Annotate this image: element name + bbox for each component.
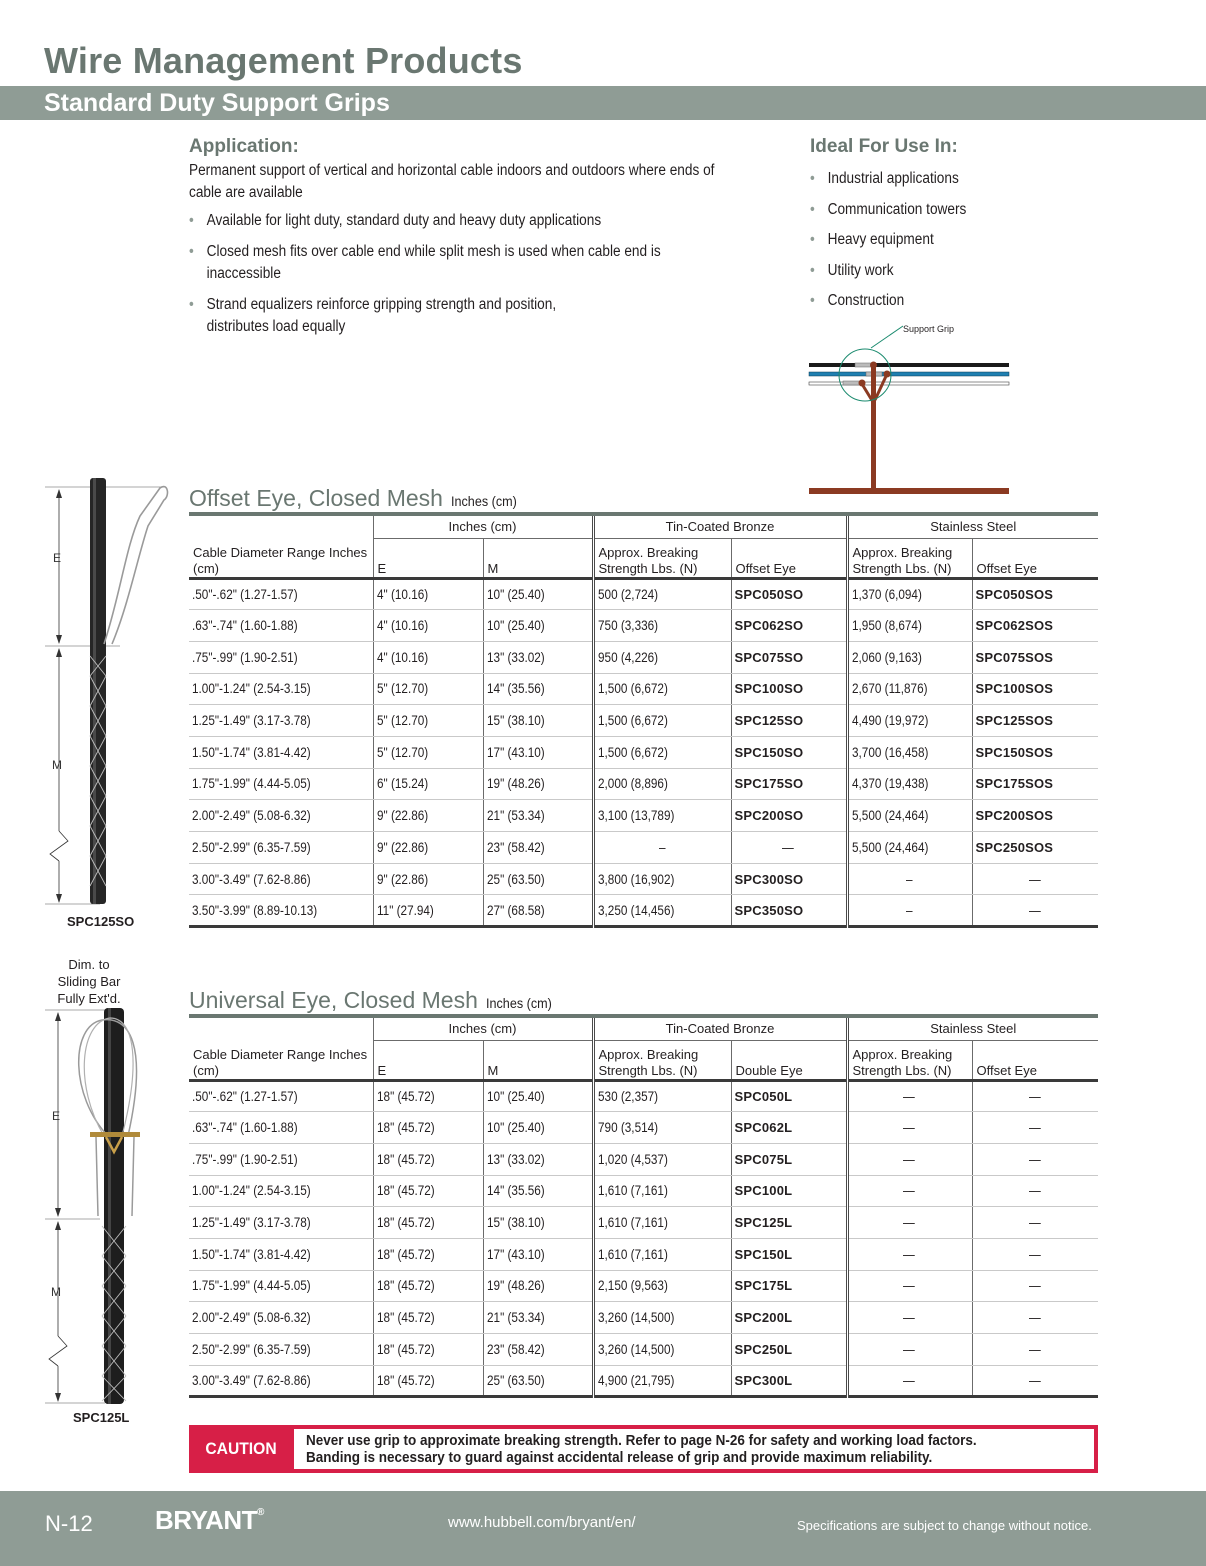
table-cell: 1,500 (6,672) bbox=[593, 736, 731, 768]
ideal-for-item: • Heavy equipment bbox=[810, 229, 966, 251]
table-cell: 9" (22.86) bbox=[373, 863, 483, 895]
table-row bbox=[189, 1334, 1098, 1366]
table-cell: — bbox=[847, 1207, 972, 1239]
group-header-inches: Inches (cm) bbox=[373, 1016, 593, 1040]
table-cell: 790 (3,514) bbox=[593, 1112, 731, 1144]
table-cell: — bbox=[972, 1334, 1098, 1366]
table-row bbox=[189, 1365, 1098, 1397]
table-cell: 18" (45.72) bbox=[373, 1365, 483, 1397]
table-cell: 1,950 (8,674) bbox=[847, 610, 972, 642]
support-grip-label: Support Grip bbox=[903, 324, 955, 334]
table-cell: 14" (35.56) bbox=[483, 673, 593, 705]
ideal-for-heading: Ideal For Use In: bbox=[810, 136, 958, 157]
group-header-blank bbox=[189, 1016, 373, 1040]
offset-figure-label: SPC125SO bbox=[67, 914, 135, 929]
col-header: E bbox=[373, 538, 483, 578]
table-cell: SPC200SO bbox=[731, 800, 847, 832]
table-cell: SPC200L bbox=[731, 1302, 847, 1334]
table-cell: 15" (38.10) bbox=[483, 705, 593, 737]
table-cell: — bbox=[972, 1270, 1098, 1302]
caution-label: CAUTION bbox=[205, 1439, 277, 1458]
table-cell: 1.75"-1.99" (4.44-5.05) bbox=[189, 768, 373, 800]
table-cell: 4,490 (19,972) bbox=[847, 705, 972, 737]
table-cell: 2,150 (9,563) bbox=[593, 1270, 731, 1302]
table-cell: — bbox=[847, 1238, 972, 1270]
table-row bbox=[189, 641, 1098, 673]
table-cell: .50"-.62" (1.27-1.57) bbox=[189, 1080, 373, 1112]
table-cell: — bbox=[847, 1365, 972, 1397]
offset-table-title: Offset Eye, Closed Mesh Inches (cm) bbox=[189, 485, 517, 511]
table-cell: — bbox=[847, 1112, 972, 1144]
table-row bbox=[189, 800, 1098, 832]
table-cell: SPC150SOS bbox=[972, 736, 1098, 768]
table-cell: — bbox=[972, 1080, 1098, 1112]
ideal-for-item: • Utility work bbox=[810, 260, 966, 282]
table-cell: 3.50"-3.99" (8.89-10.13) bbox=[189, 895, 373, 927]
table-cell: 2,060 (9,163) bbox=[847, 641, 972, 673]
table-cell: 2.50"-2.99" (6.35-7.59) bbox=[189, 1334, 373, 1366]
brand-logo: BRYANT® bbox=[155, 1505, 264, 1535]
table-cell: .63"-.74" (1.60-1.88) bbox=[189, 610, 373, 642]
unit-label: Inches (cm) bbox=[450, 493, 517, 509]
table-cell: 23" (58.42) bbox=[483, 1334, 593, 1366]
table-cell: 530 (2,357) bbox=[593, 1080, 731, 1112]
page-subtitle: Standard Duty Support Grips bbox=[44, 89, 390, 117]
ideal-for-item: • Construction bbox=[810, 290, 966, 312]
table-cell: 18" (45.72) bbox=[373, 1175, 483, 1207]
universal-grip-figure bbox=[40, 1006, 180, 1406]
application-heading: Application: bbox=[189, 136, 299, 157]
offset-grip-figure bbox=[40, 476, 180, 908]
disclaimer-text: Specifications are subject to change without notice. bbox=[797, 1518, 1092, 1533]
table-cell: – bbox=[847, 863, 972, 895]
col-header: Approx. Breaking Strength Lbs. (N) bbox=[847, 538, 972, 578]
table-cell: SPC175SO bbox=[731, 768, 847, 800]
table-row bbox=[189, 1175, 1098, 1207]
dim-m-label: M bbox=[52, 758, 62, 772]
table-cell: SPC050SOS bbox=[972, 578, 1098, 610]
table-cell: SPC050L bbox=[731, 1080, 847, 1112]
table-cell: SPC100SO bbox=[731, 673, 847, 705]
col-header: Offset Eye bbox=[972, 538, 1098, 578]
table-cell: 10" (25.40) bbox=[483, 610, 593, 642]
table-row bbox=[189, 832, 1098, 864]
table-cell: 2,670 (11,876) bbox=[847, 673, 972, 705]
table-cell: — bbox=[847, 1080, 972, 1112]
table-cell: 1,610 (7,161) bbox=[593, 1207, 731, 1239]
table-cell: 3,100 (13,789) bbox=[593, 800, 731, 832]
table-cell: SPC125SO bbox=[731, 705, 847, 737]
table-cell: 18" (45.72) bbox=[373, 1112, 483, 1144]
table-cell: SPC250L bbox=[731, 1334, 847, 1366]
table-cell: 4,370 (19,438) bbox=[847, 768, 972, 800]
offset-table-body bbox=[189, 578, 1098, 927]
table-cell: SPC050SO bbox=[731, 578, 847, 610]
table-cell: — bbox=[972, 1207, 1098, 1239]
table-cell: 1.50"-1.74" (3.81-4.42) bbox=[189, 736, 373, 768]
col-header: Offset Eye bbox=[731, 538, 847, 578]
table-cell: SPC175SOS bbox=[972, 768, 1098, 800]
table-cell: 1,610 (7,161) bbox=[593, 1175, 731, 1207]
table-cell: 1,020 (4,537) bbox=[593, 1143, 731, 1175]
table-cell: 750 (3,336) bbox=[593, 610, 731, 642]
ideal-for-list bbox=[810, 168, 966, 321]
table-cell: SPC150L bbox=[731, 1238, 847, 1270]
table-cell: 17" (43.10) bbox=[483, 1238, 593, 1270]
table-row bbox=[189, 895, 1098, 927]
table-cell: — bbox=[972, 863, 1098, 895]
table-cell: 1,500 (6,672) bbox=[593, 705, 731, 737]
table-cell: — bbox=[972, 1365, 1098, 1397]
table-row bbox=[189, 863, 1098, 895]
table-cell: 3.00"-3.49" (7.62-8.86) bbox=[189, 1365, 373, 1397]
table-cell: 5" (12.70) bbox=[373, 705, 483, 737]
col-header: Double Eye bbox=[731, 1040, 847, 1080]
caution-banner bbox=[189, 1425, 1098, 1473]
table-row bbox=[189, 1270, 1098, 1302]
page-title: Wire Management Products bbox=[44, 40, 523, 81]
table-cell: 3,250 (14,456) bbox=[593, 895, 731, 927]
table-cell: — bbox=[972, 1112, 1098, 1144]
col-header: E bbox=[373, 1040, 483, 1080]
table-cell: 3,260 (14,500) bbox=[593, 1302, 731, 1334]
table-cell: 1,500 (6,672) bbox=[593, 673, 731, 705]
table-cell: 10" (25.40) bbox=[483, 1112, 593, 1144]
table-cell: 4" (10.16) bbox=[373, 578, 483, 610]
table-cell: 6" (15.24) bbox=[373, 768, 483, 800]
table-cell: 1,370 (6,094) bbox=[847, 578, 972, 610]
table-cell: 1.50"-1.74" (3.81-4.42) bbox=[189, 1238, 373, 1270]
table-row bbox=[189, 578, 1098, 610]
caution-message-box bbox=[294, 1429, 1094, 1469]
table-cell: 14" (35.56) bbox=[483, 1175, 593, 1207]
table-cell: — bbox=[847, 1143, 972, 1175]
table-cell: 1.25"-1.49" (3.17-3.78) bbox=[189, 705, 373, 737]
table-cell: 4" (10.16) bbox=[373, 610, 483, 642]
dim-e-label: E bbox=[52, 1109, 61, 1123]
table-cell: 18" (45.72) bbox=[373, 1334, 483, 1366]
col-header: M bbox=[483, 538, 593, 578]
caution-line-1: Never use grip to approximate breaking strength. Refer to page N-26 for safety and working load factors. bbox=[306, 1432, 977, 1449]
registered-mark: ® bbox=[256, 1507, 264, 1518]
table-cell: 13" (33.02) bbox=[483, 641, 593, 673]
table-cell: SPC125SOS bbox=[972, 705, 1098, 737]
table-cell: SPC300SO bbox=[731, 863, 847, 895]
table-row bbox=[189, 768, 1098, 800]
table-cell: SPC075SOS bbox=[972, 641, 1098, 673]
table-cell: SPC300L bbox=[731, 1365, 847, 1397]
table-row bbox=[189, 1207, 1098, 1239]
table-cell: .75"-.99" (1.90-2.51) bbox=[189, 1143, 373, 1175]
table-cell: 1.75"-1.99" (4.44-5.05) bbox=[189, 1270, 373, 1302]
offset-eye-table bbox=[189, 512, 1098, 928]
application-bullet: • Closed mesh fits over cable end while split mesh is used when cable end is inaccessible bbox=[189, 241, 664, 285]
table-cell: — bbox=[847, 1302, 972, 1334]
table-cell: SPC150SO bbox=[731, 736, 847, 768]
table-cell: 3.00"-3.49" (7.62-8.86) bbox=[189, 863, 373, 895]
table-cell: 18" (45.72) bbox=[373, 1238, 483, 1270]
table-cell: 10" (25.40) bbox=[483, 578, 593, 610]
table-cell: 19" (48.26) bbox=[483, 768, 593, 800]
table-cell: SPC100SOS bbox=[972, 673, 1098, 705]
pole bbox=[871, 364, 876, 494]
col-header: Approx. Breaking Strength Lbs. (N) bbox=[593, 1040, 731, 1080]
table-cell: .50"-.62" (1.27-1.57) bbox=[189, 578, 373, 610]
sliding-bar-note: Dim. to Sliding Bar Fully Ext'd. bbox=[57, 957, 121, 1006]
table-cell: — bbox=[972, 1238, 1098, 1270]
group-header-bronze: Tin-Coated Bronze bbox=[593, 1016, 847, 1040]
table-row bbox=[189, 705, 1098, 737]
table-cell: SPC062L bbox=[731, 1112, 847, 1144]
table-cell: 3,800 (16,902) bbox=[593, 863, 731, 895]
table-cell: 5,500 (24,464) bbox=[847, 800, 972, 832]
group-header-blank bbox=[189, 514, 373, 538]
table-cell: 3,260 (14,500) bbox=[593, 1334, 731, 1366]
application-description: Permanent support of vertical and horizontal cable indoors and outdoors where ends of cable are available bbox=[189, 162, 715, 201]
table-cell: SPC175L bbox=[731, 1270, 847, 1302]
table-cell: 23" (58.42) bbox=[483, 832, 593, 864]
table-cell: — bbox=[972, 1143, 1098, 1175]
col-header: Approx. Breaking Strength Lbs. (N) bbox=[593, 538, 731, 578]
table-cell: 2.00"-2.49" (5.08-6.32) bbox=[189, 800, 373, 832]
table-cell: SPC350SO bbox=[731, 895, 847, 927]
table-cell: 21" (53.34) bbox=[483, 800, 593, 832]
table-cell: 4,900 (21,795) bbox=[593, 1365, 731, 1397]
col-header: Cable Diameter Range Inches (cm) bbox=[193, 1046, 368, 1078]
table-cell: – bbox=[593, 832, 731, 864]
table-cell: SPC100L bbox=[731, 1175, 847, 1207]
table-cell: 25" (63.50) bbox=[483, 863, 593, 895]
table-cell: 19" (48.26) bbox=[483, 1270, 593, 1302]
table-cell: 2.00"-2.49" (5.08-6.32) bbox=[189, 1302, 373, 1334]
table-cell: 4" (10.16) bbox=[373, 641, 483, 673]
col-header: M bbox=[483, 1040, 593, 1080]
table-cell: — bbox=[847, 1334, 972, 1366]
col-header: Offset Eye bbox=[972, 1040, 1098, 1080]
group-header-steel: Stainless Steel bbox=[847, 1016, 1098, 1040]
website-link[interactable]: www.hubbell.com/bryant/en/ bbox=[448, 1514, 636, 1531]
page-number: N-12 bbox=[45, 1511, 93, 1536]
table-row bbox=[189, 673, 1098, 705]
table-cell: SPC250SOS bbox=[972, 832, 1098, 864]
table-cell: SPC062SOS bbox=[972, 610, 1098, 642]
table-cell: SPC075L bbox=[731, 1143, 847, 1175]
col-header: Approx. Breaking Strength Lbs. (N) bbox=[847, 1040, 972, 1080]
table-cell: — bbox=[847, 1175, 972, 1207]
table-cell: 27" (68.58) bbox=[483, 895, 593, 927]
table-row bbox=[189, 1112, 1098, 1144]
table-row bbox=[189, 736, 1098, 768]
table-cell: 18" (45.72) bbox=[373, 1143, 483, 1175]
application-bullets bbox=[189, 210, 735, 347]
table-cell: 5" (12.70) bbox=[373, 736, 483, 768]
universal-table-title: Universal Eye, Closed Mesh Inches (cm) bbox=[189, 987, 552, 1013]
dim-m-label: M bbox=[51, 1285, 61, 1299]
cable-black bbox=[809, 363, 1009, 367]
group-header-inches: Inches (cm) bbox=[373, 514, 593, 538]
unit-label: Inches (cm) bbox=[485, 995, 552, 1011]
ideal-for-item: • Communication towers bbox=[810, 199, 966, 221]
ground-line bbox=[809, 488, 1009, 494]
table-cell: 15" (38.10) bbox=[483, 1207, 593, 1239]
table-cell: 3,700 (16,458) bbox=[847, 736, 972, 768]
table-row bbox=[189, 1143, 1098, 1175]
table-cell: 18" (45.72) bbox=[373, 1270, 483, 1302]
table-cell: SPC075SO bbox=[731, 641, 847, 673]
table-cell: — bbox=[972, 1175, 1098, 1207]
table-cell: — bbox=[847, 1270, 972, 1302]
application-bullet: • Strand equalizers reinforce gripping strength and position, distributes load equally bbox=[189, 294, 576, 338]
table-cell: 18" (45.72) bbox=[373, 1207, 483, 1239]
table-cell: 13" (33.02) bbox=[483, 1143, 593, 1175]
table-cell: SPC062SO bbox=[731, 610, 847, 642]
table-cell: 5" (12.70) bbox=[373, 673, 483, 705]
table-cell: 2,000 (8,896) bbox=[593, 768, 731, 800]
table-row bbox=[189, 610, 1098, 642]
ideal-for-item: • Industrial applications bbox=[810, 168, 966, 190]
table-cell: 1,610 (7,161) bbox=[593, 1238, 731, 1270]
table-cell: – bbox=[847, 895, 972, 927]
table-cell: 11" (27.94) bbox=[373, 895, 483, 927]
callout-line bbox=[871, 326, 903, 348]
table-cell: 18" (45.72) bbox=[373, 1080, 483, 1112]
table-cell: 17" (43.10) bbox=[483, 736, 593, 768]
table-cell: — bbox=[972, 1302, 1098, 1334]
cable-white bbox=[809, 382, 1009, 385]
universal-figure-label: SPC125L bbox=[73, 1410, 130, 1425]
table-cell: .75"-.99" (1.90-2.51) bbox=[189, 641, 373, 673]
application-bullet: • Available for light duty, standard duty and heavy duty applications bbox=[189, 210, 735, 232]
table-cell: 5,500 (24,464) bbox=[847, 832, 972, 864]
caution-line-2: Banding is necessary to guard against accidental release of grip and provide maximum reliability. bbox=[306, 1449, 933, 1466]
table-row bbox=[189, 1080, 1098, 1112]
utility-pole-diagram bbox=[805, 318, 1015, 498]
group-header-bronze: Tin-Coated Bronze bbox=[593, 514, 847, 538]
table-cell: 25" (63.50) bbox=[483, 1365, 593, 1397]
dim-e-label: E bbox=[53, 551, 62, 565]
table-cell: 9" (22.86) bbox=[373, 832, 483, 864]
table-cell: SPC200SOS bbox=[972, 800, 1098, 832]
table-cell: SPC125L bbox=[731, 1207, 847, 1239]
table-cell: 2.50"-2.99" (6.35-7.59) bbox=[189, 832, 373, 864]
table-cell: 1.25"-1.49" (3.17-3.78) bbox=[189, 1207, 373, 1239]
table-cell: 950 (4,226) bbox=[593, 641, 731, 673]
group-header-steel: Stainless Steel bbox=[847, 514, 1098, 538]
col-header: Cable Diameter Range Inches (cm) bbox=[193, 544, 368, 576]
table-cell: 9" (22.86) bbox=[373, 800, 483, 832]
table-cell: .63"-.74" (1.60-1.88) bbox=[189, 1112, 373, 1144]
table-cell: 18" (45.72) bbox=[373, 1302, 483, 1334]
table-row bbox=[189, 1238, 1098, 1270]
table-cell: — bbox=[731, 832, 847, 864]
table-cell: 10" (25.40) bbox=[483, 1080, 593, 1112]
table-row bbox=[189, 1302, 1098, 1334]
table-cell: 21" (53.34) bbox=[483, 1302, 593, 1334]
universal-table-body bbox=[189, 1080, 1098, 1397]
universal-eye-table bbox=[189, 1014, 1098, 1398]
table-cell: 1.00"-1.24" (2.54-3.15) bbox=[189, 1175, 373, 1207]
table-cell: 1.00"-1.24" (2.54-3.15) bbox=[189, 673, 373, 705]
table-cell: 500 (2,724) bbox=[593, 578, 731, 610]
table-cell: — bbox=[972, 895, 1098, 927]
